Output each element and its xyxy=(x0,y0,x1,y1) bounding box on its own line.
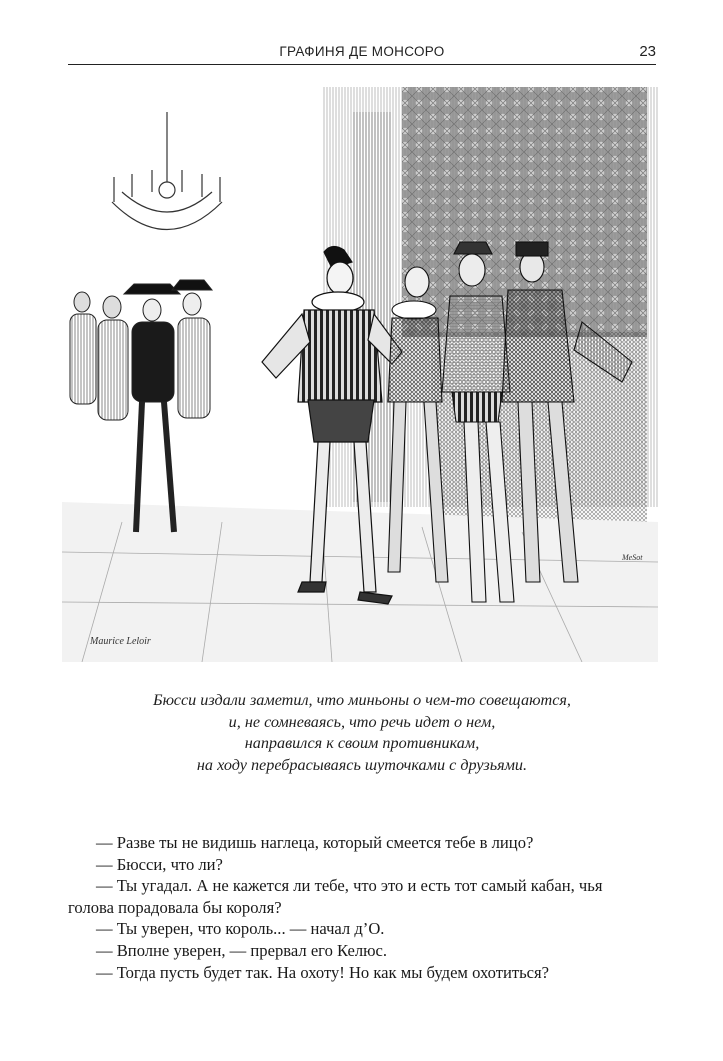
caption-line: направился к своим противникам, xyxy=(244,734,480,752)
engraving-illustration xyxy=(62,82,658,662)
dialogue-line: — Разве ты не видишь наглеца, который смеется тебе в лицо? xyxy=(96,833,534,852)
running-title: ГРАФИНЯ ДЕ МОНСОРО xyxy=(279,44,445,59)
dialogue-line: — Вполне уверен, — прервал его Келюс. xyxy=(96,940,388,960)
dialogue-line: — Бюсси, что ли? xyxy=(96,854,223,874)
illustration-caption xyxy=(68,690,656,776)
dialogue-line: — Тогда пусть будет так. На охоту! Но как мы будем охотиться? xyxy=(96,962,550,982)
page-number: 23 xyxy=(639,43,656,60)
caption-line: и, не сомневаясь, что речь идет о нем, xyxy=(228,712,496,731)
artist-signature: Maurice Leloir xyxy=(90,636,151,647)
dialogue-line: — Ты угадал. А не кажется ли тебе, что это и есть тот самый кабан, чья xyxy=(96,876,603,896)
dialogue-text xyxy=(68,832,656,983)
engraver-signature: MeSot xyxy=(622,553,643,562)
dialogue-line-continuation: голова порадовала бы короля? xyxy=(68,897,282,917)
caption-line: Бюсси издали заметил, что миньоны о чем-то совещаются, xyxy=(153,691,571,709)
dialogue-line: — Ты уверен, что король... — начал д’О. xyxy=(96,919,385,939)
running-header xyxy=(68,42,656,65)
caption-line: на ходу перебрасываясь шуточками с друзьями. xyxy=(196,755,528,774)
